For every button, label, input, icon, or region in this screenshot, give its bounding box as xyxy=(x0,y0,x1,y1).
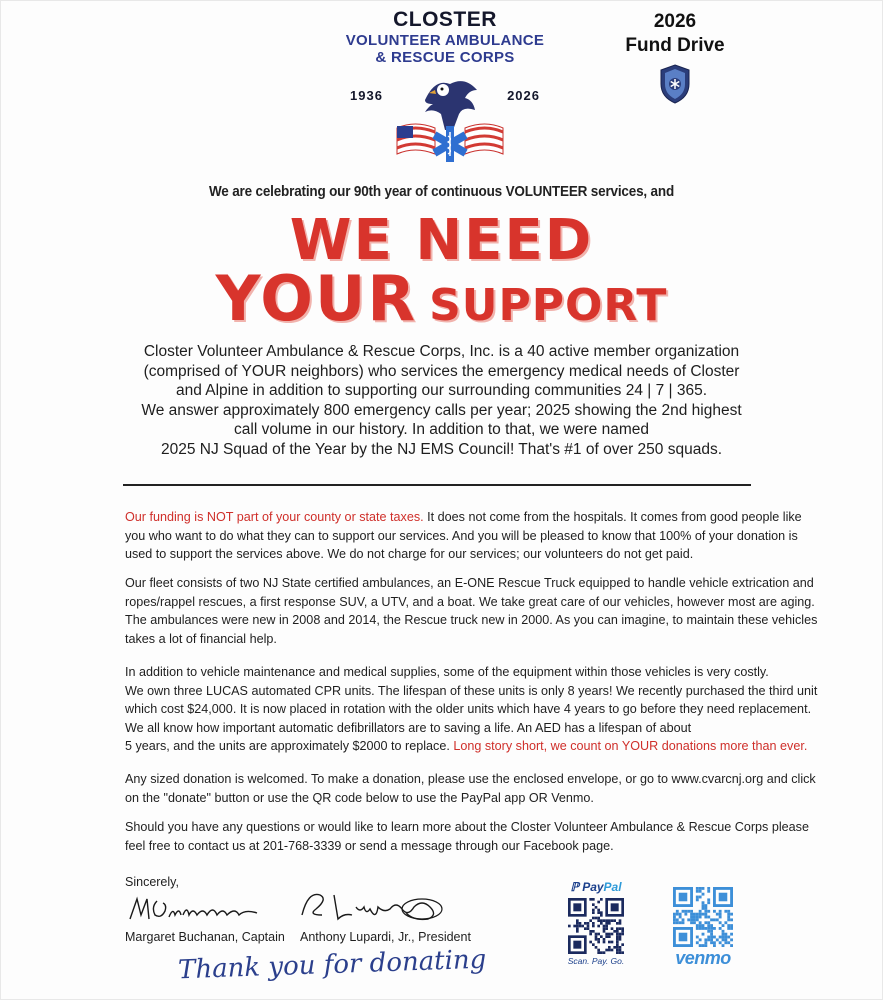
org-name-line3: & RESCUE CORPS xyxy=(375,49,515,66)
paragraph-line: ropes/rappel rescues, a first response SUV, a UTV, and a boat. We take great care of our vehicles, however most are aging. xyxy=(125,594,815,609)
fund-drive-heading xyxy=(615,10,735,104)
paypal-logo-pal: Pal xyxy=(603,880,622,894)
paypal-donation[interactable] xyxy=(560,880,632,966)
org-name-line2: VOLUNTEER AMBULANCE xyxy=(345,32,545,49)
venmo-logo: venmo xyxy=(675,948,731,968)
paragraph-line xyxy=(125,508,802,527)
paypal-logo-pay: Pay xyxy=(582,880,604,894)
paragraph-line: Our fleet consists of two NJ State certified ambulances, an E-ONE Rescue Truck equipped to handle vehicle extrication and xyxy=(125,576,814,590)
drive-label: Fund Drive xyxy=(625,35,725,56)
mission-statement xyxy=(90,342,793,459)
funding-notice: Our funding is NOT part of your county or state taxes. xyxy=(125,510,424,524)
signature-captain xyxy=(127,893,267,925)
mission-line: (comprised of YOUR neighbors) who services the emergency medical needs of Closter xyxy=(143,362,740,380)
signoff: Sincerely, xyxy=(125,875,179,889)
paragraph-line: used to support the services above. We do not charge for our services; our volunteers do not get paid. xyxy=(125,547,694,561)
paragraph-line: takes a lot of financial help. xyxy=(125,631,277,646)
paragraph-line: In addition to vehicle maintenance and medical supplies, some of the equipment within those vehicles is very costly. xyxy=(125,665,769,679)
headline-we-need: WE NEED xyxy=(289,208,594,273)
intro-line: We are celebrating our 90th year of continuous VOLUNTEER services, and xyxy=(208,183,675,200)
paragraph-line: on the "donate" button or use the QR code below to use the PayPal app OR Venmo. xyxy=(125,790,594,805)
eagle-flag-star-of-life-icon xyxy=(395,70,505,170)
org-logo xyxy=(330,8,560,103)
equipment-paragraph xyxy=(125,663,818,756)
thank-you-note: Thank you for donating xyxy=(177,944,487,986)
mission-line: Closter Volunteer Ambulance & Rescue Corps, Inc. is a 40 active member organization xyxy=(143,343,740,360)
year-current: 2026 xyxy=(507,88,540,103)
paragraph-line: We own three LUCAS automated CPR units. The lifespan of these units is only 8 years! We recently purchased the third unit xyxy=(125,683,818,698)
mission-line: We answer approximately 800 emergency calls per year; 2025 showing the 2nd highest xyxy=(141,401,742,419)
signature-president xyxy=(298,885,448,927)
mission-line: and Alpine in addition to supporting our surrounding communities 24 | 7 | 365. xyxy=(175,382,708,399)
mission-line: call volume in our history. In addition to that, we were named xyxy=(234,421,649,438)
year-founded: 1936 xyxy=(350,88,383,103)
headline-your-support xyxy=(0,262,883,335)
paypal-caption: Scan. Pay. Go. xyxy=(567,956,625,966)
paragraph-line xyxy=(125,737,808,756)
venmo-donation[interactable] xyxy=(663,883,743,969)
fleet-paragraph xyxy=(125,574,818,648)
paragraph-text: 5 years, and the units are approximately $2000 to replace. xyxy=(125,739,454,753)
donation-instructions xyxy=(125,770,816,807)
contact-paragraph xyxy=(125,818,809,855)
org-name-line1: CLOSTER xyxy=(393,8,497,31)
funding-paragraph xyxy=(125,508,802,564)
paragraph-line: which cost $24,000. It is now placed in rotation with the older units which have 4 years to go before they need replacement. xyxy=(125,702,812,716)
paypal-icon: ℙ xyxy=(570,880,579,894)
paragraph-line: We all know how important automatic defibrillators are to saving a life. An AED has a lifespan of about xyxy=(125,720,692,735)
headline-support: SUPPORT xyxy=(429,280,668,331)
president-name: Anthony Lupardi, Jr., President xyxy=(300,930,471,944)
section-divider xyxy=(123,484,751,486)
captain-name: Margaret Buchanan, Captain xyxy=(125,930,285,944)
paragraph-line: feel free to contact us at 201-768-3339 or send a message through our Facebook page. xyxy=(125,838,614,853)
donation-appeal: Long story short, we count on YOUR donations more than ever. xyxy=(453,739,808,753)
paypal-qr-code-icon[interactable] xyxy=(568,898,624,954)
drive-year: 2026 xyxy=(653,11,697,32)
mission-line: 2025 NJ Squad of the Year by the NJ EMS Council! That's #1 of over 250 squads. xyxy=(160,440,723,458)
paragraph-line: you who want to do what they can to support our services. And you will be pleased to know that 100% of your donation is xyxy=(125,528,798,543)
paypal-logo xyxy=(560,880,632,894)
paragraph-line: Should you have any questions or would like to learn more about the Closter Volunteer Ambulance & Rescue Corps please xyxy=(125,820,809,834)
police-style-badge-icon xyxy=(658,64,692,104)
headline-your: YOUR xyxy=(215,262,418,335)
paragraph-line: The ambulances were new in 2008 and 2014, the Rescue truck new in 2000. As you can imagine, to maintain these vehicles xyxy=(125,613,818,627)
paragraph-line: Any sized donation is welcomed. To make a donation, please use the enclosed envelope, or go to www.cvarcnj.org and click xyxy=(125,772,816,786)
venmo-qr-code-icon[interactable] xyxy=(673,887,733,947)
paragraph-text: It does not come from the hospitals. It comes from good people like xyxy=(423,510,802,524)
